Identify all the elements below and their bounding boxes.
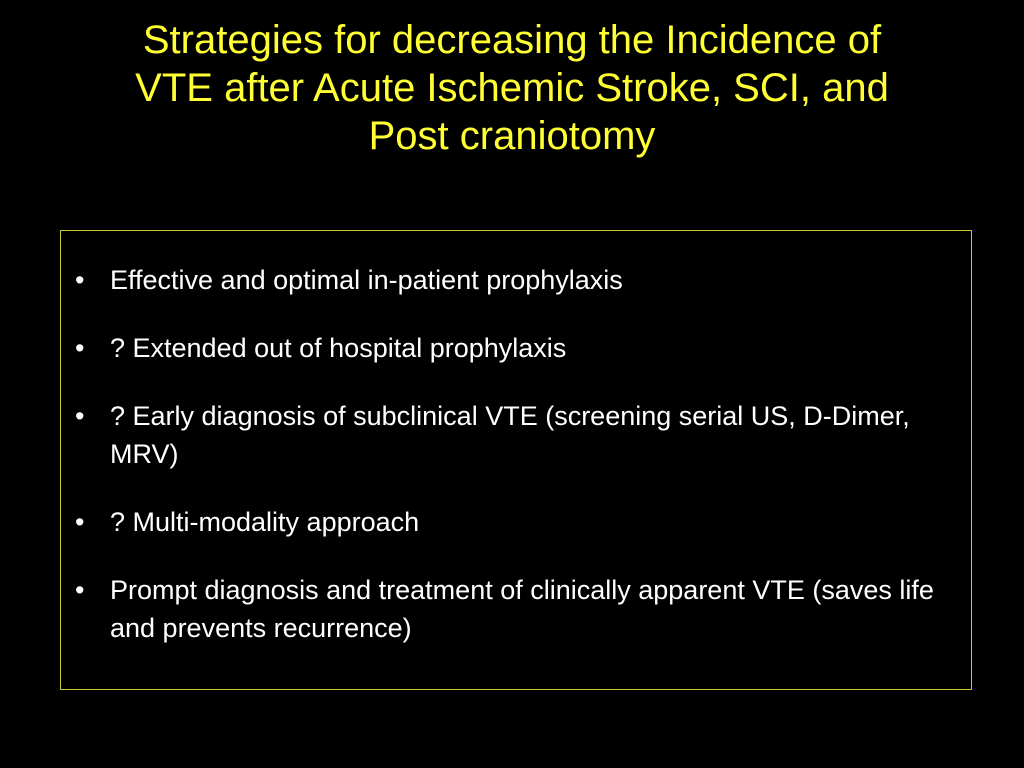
content-box — [60, 230, 972, 690]
bullet-text: Effective and optimal in-patient prophylaxis — [110, 265, 623, 295]
bullet-text: ? Multi-modality approach — [110, 507, 420, 537]
bullet-item — [75, 261, 951, 299]
bullet-text: ? Early diagnosis of subclinical VTE (screening serial US, D-Dimer, MRV) — [110, 401, 910, 469]
bullet-item — [75, 329, 951, 367]
bullet-item — [75, 571, 951, 647]
bullet-list — [75, 261, 951, 647]
bullet-dot-icon: • — [75, 507, 85, 537]
bullet-dot-icon: • — [75, 401, 85, 431]
bullet-item — [75, 503, 951, 541]
slide-title: Strategies for decreasing the Incidence of VTE after Acute Ischemic Stroke, SCI, and Post craniotomy — [135, 18, 889, 158]
bullet-text: ? Extended out of hospital prophylaxis — [110, 333, 567, 363]
bullet-item — [75, 397, 951, 473]
bullet-dot-icon: • — [75, 333, 85, 363]
bullet-dot-icon: • — [75, 265, 85, 295]
bullet-text: Prompt diagnosis and treatment of clinically apparent VTE (saves life and prevents recurrence) — [110, 575, 934, 643]
bullet-dot-icon: • — [75, 575, 85, 605]
